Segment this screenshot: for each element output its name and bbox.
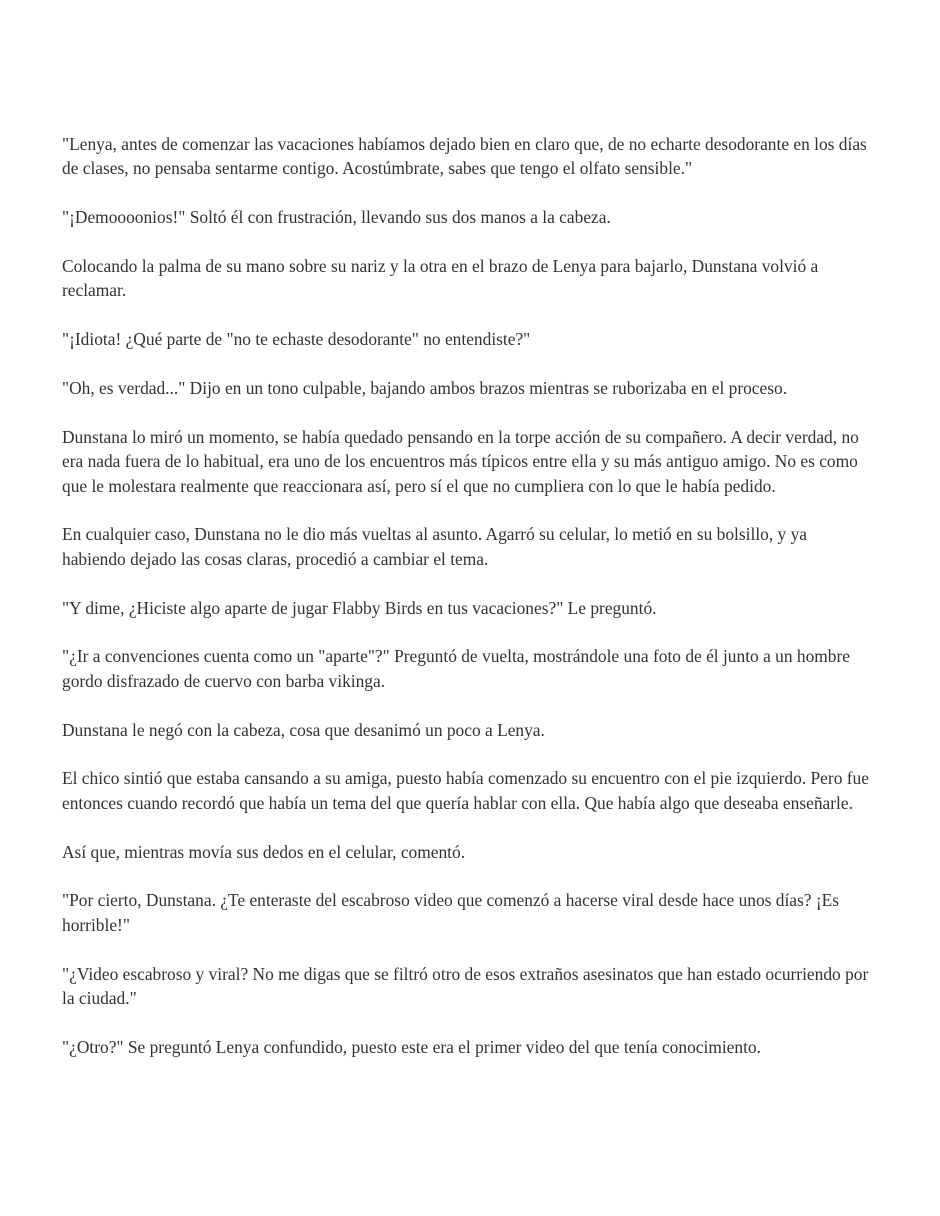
paragraph: Dunstana le negó con la cabeza, cosa que desanimó un poco a Lenya. xyxy=(62,719,545,740)
paragraph: "¡Demoooonios!" Soltó él con frustración, llevando sus dos manos a la cabeza. xyxy=(62,207,611,228)
paragraph: "¿Ir a convenciones cuenta como un "aparte"?" Preguntó de vuelta, mostrándole una foto de él junto a un hombre gordo disfrazado de cuervo con barba vikinga. xyxy=(62,646,851,691)
paragraph: Dunstana lo miró un momento, se había quedado pensando en la torpe acción de su compañero. A decir verdad, no era nada fuera de lo habitual, era uno de los encuentros más típicos entre ella y su más antiguo amigo. No es como que le molestara realmente que reaccionara así, pero sí el que no cumpliera con lo que le había pedido. xyxy=(62,426,859,496)
paragraph: Así que, mientras movía sus dedos en el celular, comentó. xyxy=(62,841,466,862)
paragraph: "¡Idiota! ¿Qué parte de "no te echaste desodorante" no entendiste?" xyxy=(62,329,531,350)
paragraph: "Y dime, ¿Hiciste algo aparte de jugar Flabby Birds en tus vacaciones?" Le preguntó. xyxy=(62,597,657,618)
paragraph: Colocando la palma de su mano sobre su nariz y la otra en el brazo de Lenya para bajarlo, Dunstana volvió a reclamar. xyxy=(62,256,819,301)
paragraph: "Lenya, antes de comenzar las vacaciones habíamos dejado bien en claro que, de no echarte desodorante en los días de clases, no pensaba sentarme contigo. Acostúmbrate, sabes que tengo el olfato sensible." xyxy=(62,134,867,179)
paragraph: "¿Otro?" Se preguntó Lenya confundido, puesto este era el primer video del que tenía conocimiento. xyxy=(62,1036,761,1057)
paragraph: "Oh, es verdad..." Dijo en un tono culpable, bajando ambos brazos mientras se ruborizaba en el proceso. xyxy=(62,378,788,398)
paragraph: "Por cierto, Dunstana. ¿Te enteraste del escabroso video que comenzó a hacerse viral desde hace unos días? ¡Es horrible!" xyxy=(62,890,840,935)
document-page xyxy=(62,132,872,1084)
paragraph: En cualquier caso, Dunstana no le dio más vueltas al asunto. Agarró su celular, lo metió en su bolsillo, y ya habiendo dejado las cosas claras, procedió a cambiar el tema. xyxy=(62,524,807,569)
paragraph: "¿Video escabroso y viral? No me digas que se filtró otro de esos extraños asesinatos que han estado ocurriendo por la ciudad." xyxy=(62,963,869,1009)
paragraph: El chico sintió que estaba cansando a su amiga, puesto había comenzado su encuentro con el pie izquierdo. Pero fue entonces cuando recordó que había un tema del que quería hablar con ella. Que había algo que deseaba enseñarle. xyxy=(62,768,869,813)
